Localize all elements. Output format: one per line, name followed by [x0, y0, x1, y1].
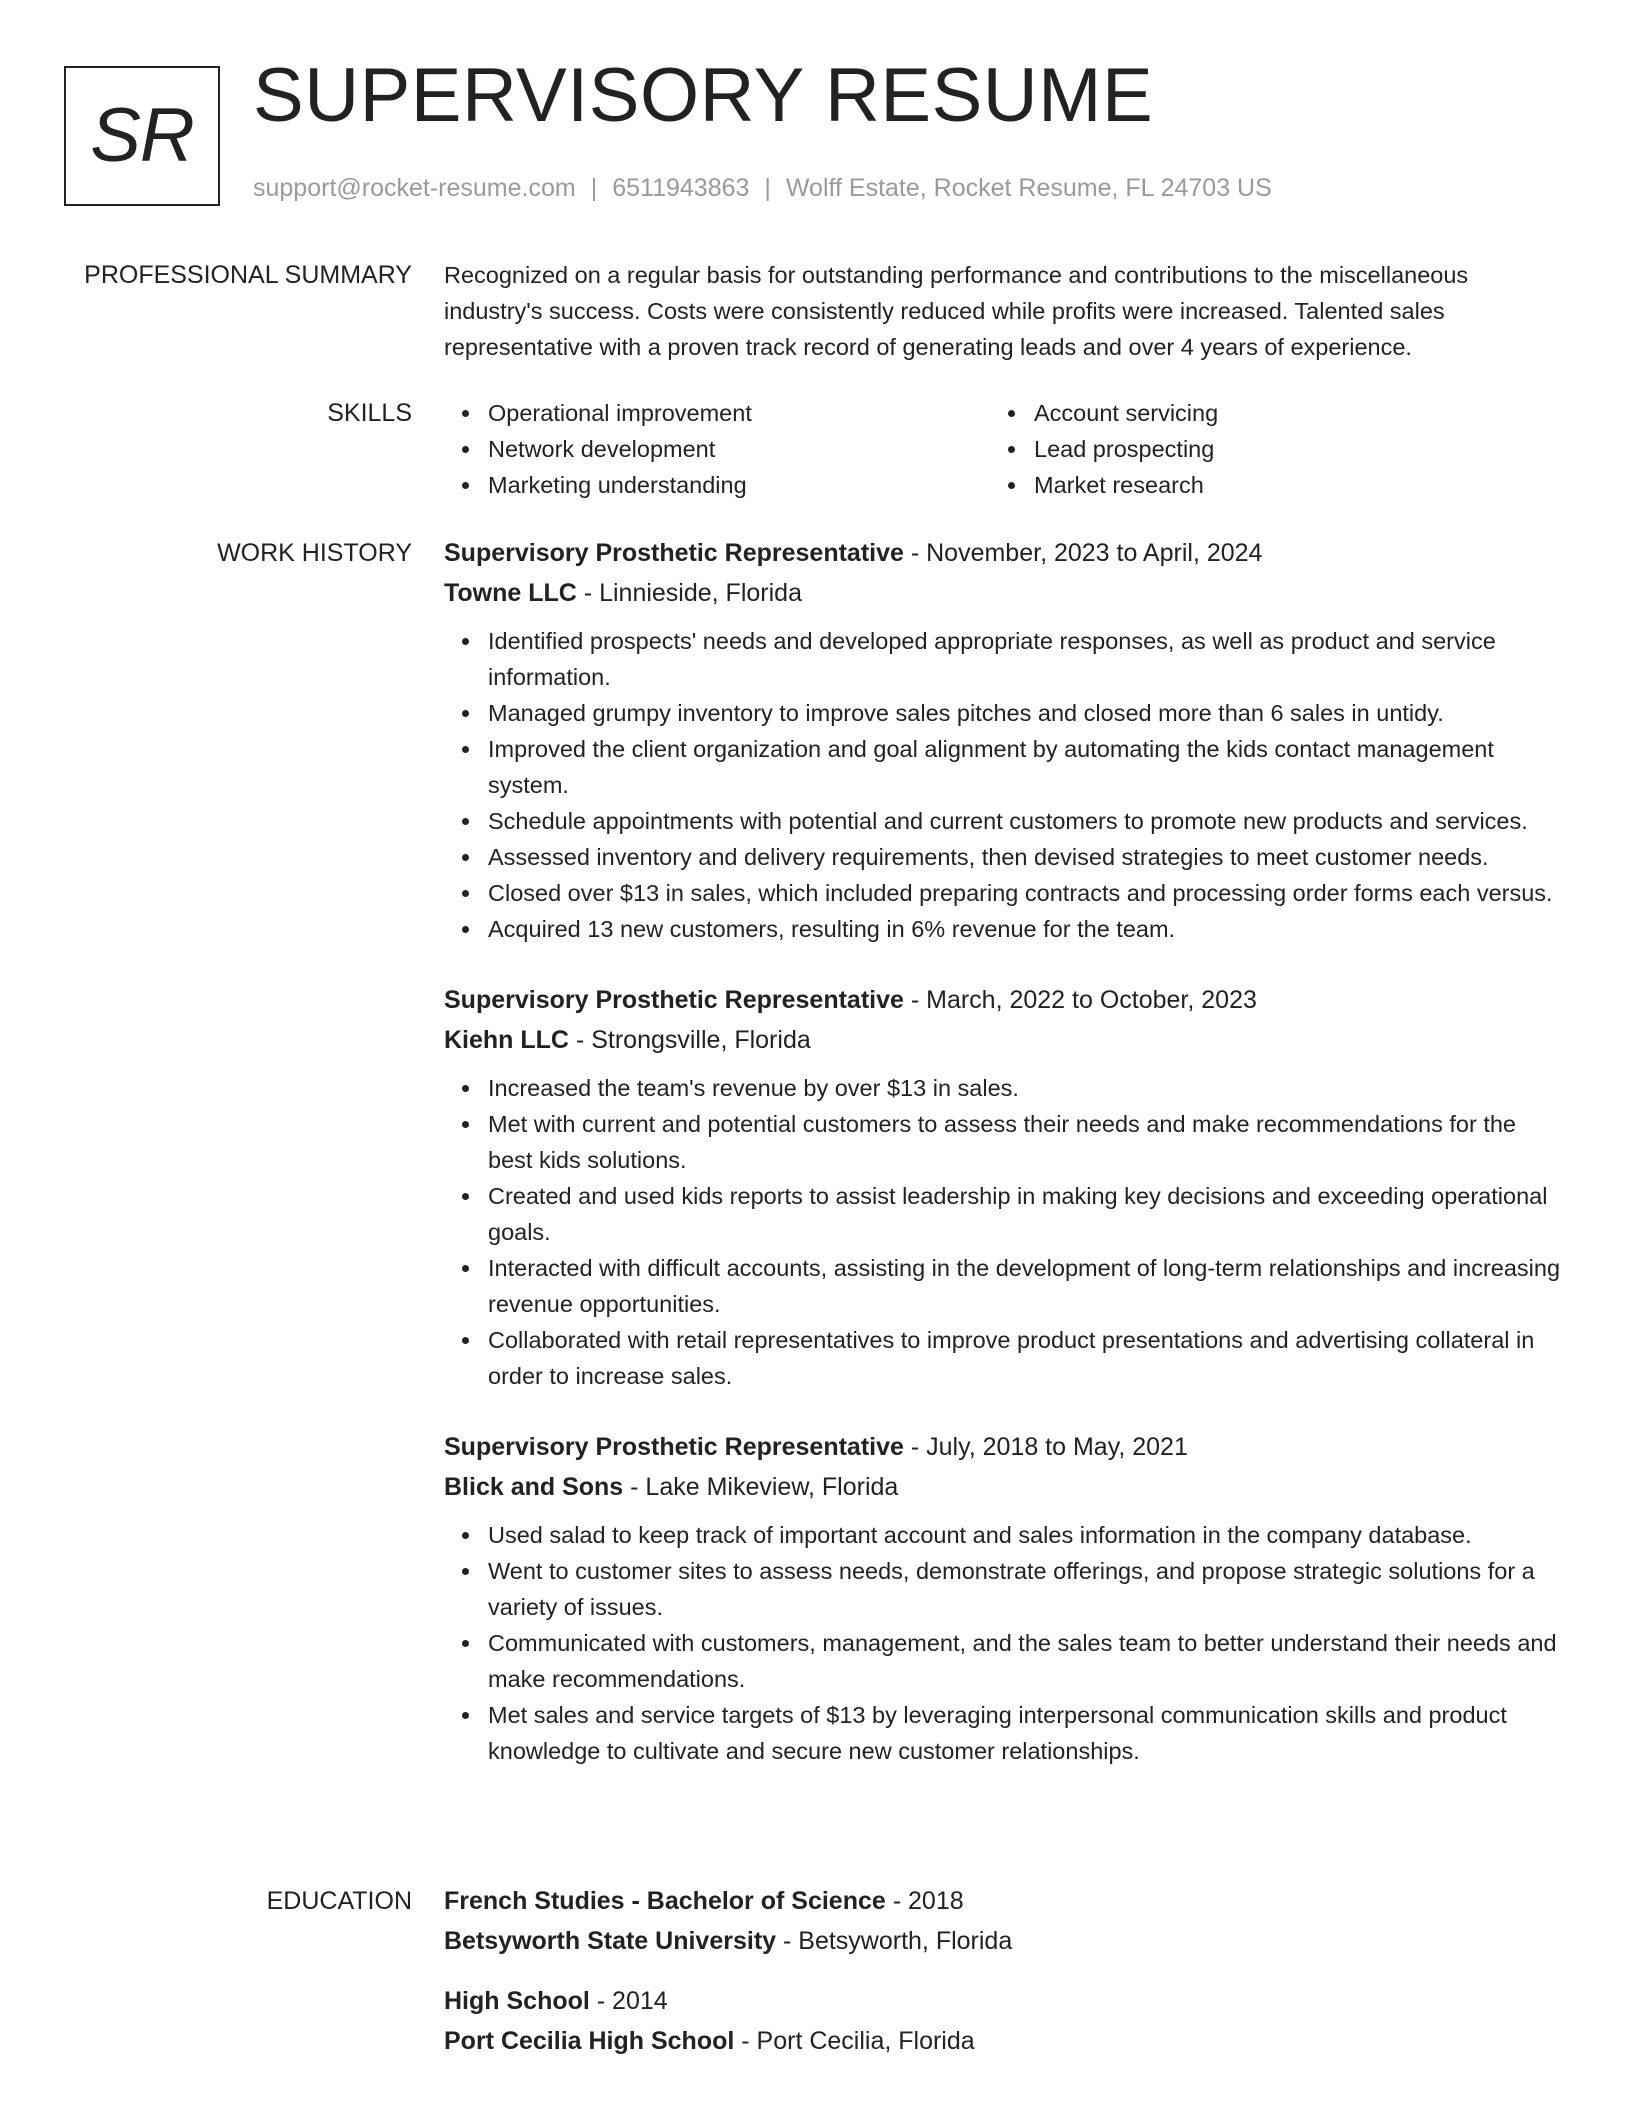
job-title-line — [444, 980, 1564, 1020]
skills-label: SKILLS — [327, 399, 412, 427]
job-title: Supervisory Prosthetic Representative — [444, 986, 904, 1014]
job-company: Towne LLC — [444, 579, 577, 607]
education-degree: French Studies - Bachelor of Science — [444, 1887, 886, 1915]
job-bullet: Improved the client organization and goal alignment by automating the kids contact management system. — [488, 731, 1564, 803]
skill-item: Market research — [1034, 467, 1536, 503]
contact-email[interactable]: support@rocket-resume.com — [253, 174, 576, 202]
skill-item: Operational improvement — [488, 395, 990, 431]
skill-item: Marketing understanding — [488, 467, 990, 503]
job-bullet: Communicated with customers, management, and the sales team to better understand their needs and make recommendations. — [488, 1625, 1564, 1697]
job-bullet: Went to customer sites to assess needs, demonstrate offerings, and propose strategic solutions for a variety of issues. — [488, 1553, 1564, 1625]
contact-separator: | — [590, 174, 598, 202]
education-label: EDUCATION — [266, 1887, 412, 1915]
job-entry — [444, 1427, 1564, 1769]
education-entry — [444, 1981, 1564, 2061]
education-degree-line — [444, 1981, 1564, 2021]
education-school-line — [444, 2021, 1564, 2061]
job-bullet: Assessed inventory and delivery requirements, then devised strategies to meet customer needs. — [488, 839, 1564, 875]
job-bullet: Interacted with difficult accounts, assisting in the development of long-term relationships and increasing revenue opportunities. — [488, 1250, 1564, 1322]
education-degree: High School — [444, 1987, 590, 2015]
summary-text: Recognized on a regular basis for outstanding performance and contributions to the miscellaneous industry's success. Costs were consistently reduced while profits were increased. Talented sales representative with a proven track record of generating leads and over 4 years of experience. — [444, 262, 1469, 360]
education-location: - Betsyworth, Florida — [776, 1927, 1013, 1955]
skills-list-right — [990, 395, 1536, 503]
contact-phone[interactable]: 6511943863 — [612, 174, 750, 202]
job-location: - Lake Mikeview, Florida — [623, 1473, 899, 1501]
education-degree-line — [444, 1881, 1564, 1921]
skill-item: Lead prospecting — [1034, 431, 1536, 467]
education-school: Betsyworth State University — [444, 1927, 777, 1955]
skills-grid — [444, 395, 1564, 503]
job-title: Supervisory Prosthetic Representative — [444, 539, 904, 567]
job-entry — [444, 980, 1564, 1394]
job-bullet: Increased the team's revenue by over $13 in sales. — [488, 1070, 1564, 1106]
job-company: Blick and Sons — [444, 1473, 624, 1501]
work-label: WORK HISTORY — [217, 539, 412, 567]
education-body — [444, 1881, 1564, 2081]
contact-separator: | — [764, 174, 771, 202]
job-bullets — [444, 1517, 1564, 1769]
job-location: - Linnieside, Florida — [576, 579, 802, 607]
education-location: - Port Cecilia, Florida — [734, 2027, 975, 2055]
job-title-line — [444, 1427, 1564, 1467]
skills-list-left — [444, 395, 990, 503]
monogram-box — [64, 66, 220, 206]
job-company: Kiehn LLC — [444, 1026, 569, 1054]
summary-body — [444, 257, 1564, 365]
job-bullets — [444, 1070, 1564, 1394]
job-bullet: Schedule appointments with potential and current customers to promote new products and services. — [488, 803, 1564, 839]
job-bullet: Managed grumpy inventory to improve sales pitches and closed more than 6 sales in untidy. — [488, 695, 1564, 731]
resume-name: SUPERVISORY RESUME — [253, 53, 1154, 138]
education-school-line — [444, 1921, 1564, 1961]
skill-item: Network development — [488, 431, 990, 467]
job-title-line — [444, 533, 1564, 573]
job-bullet: Created and used kids reports to assist leadership in making key decisions and exceeding operational goals. — [488, 1178, 1564, 1250]
skills-body — [444, 395, 1564, 503]
job-dates: - July, 2018 to May, 2021 — [903, 1433, 1188, 1461]
job-location: - Strongsville, Florida — [569, 1026, 811, 1054]
job-bullet: Met sales and service targets of $13 by leveraging interpersonal communication skills and product knowledge to cultivate and secure new customer relationships. — [488, 1697, 1564, 1769]
skill-item: Account servicing — [1034, 395, 1536, 431]
job-bullet: Closed over $13 in sales, which included preparing contracts and processing order forms each versus. — [488, 875, 1564, 911]
education-school: Port Cecilia High School — [444, 2027, 735, 2055]
job-title: Supervisory Prosthetic Representative — [444, 1433, 904, 1461]
job-entry — [444, 533, 1564, 947]
job-bullets — [444, 623, 1564, 947]
job-bullet: Acquired 13 new customers, resulting in 6% revenue for the team. — [488, 911, 1564, 947]
monogram-initials: SR — [90, 93, 194, 178]
work-body — [444, 533, 1564, 1802]
education-year: - 2014 — [589, 1987, 668, 2015]
job-bullet: Used salad to keep track of important account and sales information in the company database. — [488, 1517, 1564, 1553]
job-dates: - March, 2022 to October, 2023 — [903, 986, 1257, 1014]
education-entry — [444, 1881, 1564, 1961]
job-bullet: Collaborated with retail representatives to improve product presentations and advertising collateral in order to increase sales. — [488, 1322, 1564, 1394]
job-company-line — [444, 1467, 1564, 1507]
job-bullet: Met with current and potential customers to assess their needs and make recommendations for the best kids solutions. — [488, 1106, 1564, 1178]
job-dates: - November, 2023 to April, 2024 — [903, 539, 1263, 567]
education-year: - 2018 — [885, 1887, 964, 1915]
contact-line — [253, 176, 1272, 201]
summary-label: PROFESSIONAL SUMMARY — [84, 261, 412, 289]
job-bullet: Identified prospects' needs and developed appropriate responses, as well as product and service information. — [488, 623, 1564, 695]
job-company-line — [444, 573, 1564, 613]
job-company-line — [444, 1020, 1564, 1060]
contact-address: Wolff Estate, Rocket Resume, FL 24703 US — [785, 174, 1272, 202]
